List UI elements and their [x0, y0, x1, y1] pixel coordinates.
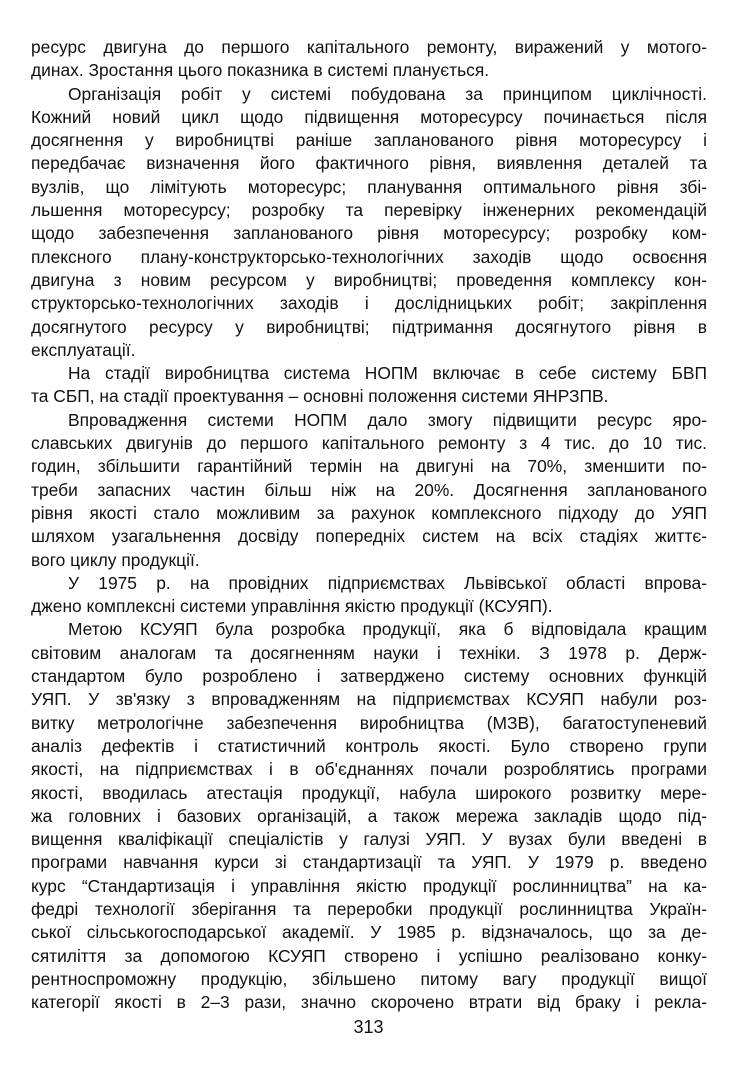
text-line: плексного плану-конструкторсько-технологічних заходів щодо освоєння: [31, 246, 707, 267]
text-line: експлуатації.: [31, 339, 136, 360]
text-line: щодо забезпечення запланованого рівня моторесурсу; розробку ком-: [31, 223, 707, 244]
text-line: вищення кваліфікації спеціалістів у галузі УЯП. У вузах були введені в: [31, 829, 707, 850]
text-line: двигуна з новим ресурсом у виробництві; проведення комплексу кон-: [31, 269, 707, 290]
text-line: Метою КСУЯП була розробка продукції, яка б відповідала кращим: [68, 619, 707, 640]
text-line: ської сільськогосподарської академії. У 1985 р. відзначалось, що за де-: [31, 922, 707, 943]
text-line: світовим аналогам та досягненням науки і техніки. З 1978 р. Держ-: [31, 642, 707, 663]
text-line: треби запасних частин більш ніж на 20%. Досягнення запланованого: [31, 479, 707, 500]
text-line: рівня якості стало можливим за рахунок комплексного підходу до УЯП: [31, 502, 707, 523]
text-line: шляхом узагальнення досвіду попередніх систем на всіх стадіях життє-: [31, 526, 707, 547]
text-line: Організація робіт у системі побудована за принципом циклічності.: [68, 83, 707, 104]
text-line: сятиліття за допомогою КСУЯП створено і успішно реалізовано конку-: [31, 945, 707, 966]
text-line: досягнутого ресурсу у виробництві; підтримання досягнутого рівня в: [31, 316, 707, 337]
text-line: жа головних і базових організацій, а також мережа закладів щодо під-: [31, 805, 707, 826]
text-line: структорсько-технологічних заходів і дослідницьких робіт; закріплення: [31, 293, 707, 314]
text-line: ресурс двигуна до першого капітального ремонту, виражений у мотого-: [31, 37, 707, 57]
text-line: досягнення у виробництві раніше запланованого рівня моторесурсу і: [31, 130, 707, 151]
text-line: якості, вводилась атестація продукції, набула широкого розвитку мере-: [31, 782, 707, 803]
text-line: вого циклу продукції.: [31, 549, 200, 570]
text-line: УЯП. У зв'язку з впровадженням на підприємствах КСУЯП набули роз-: [31, 689, 707, 710]
text-line: курс “Стандартизація і управління якістю продукції рослинництва” на ка-: [31, 875, 707, 896]
text-line: славських двигунів до першого капітального ремонту з 4 тис. до 10 тис.: [31, 433, 707, 454]
text-line: У 1975 р. на провідних підприємствах Львівської області впрова-: [68, 572, 707, 593]
text-line: якості, на підприємствах і в об'єднаннях почали розроблятись програми: [31, 759, 707, 780]
text-line: вузлів, що лімітують моторесурс; планування оптимального рівня збі-: [31, 176, 707, 197]
text-line: джено комплексні системи управління якістю продукції (КСУЯП).: [31, 596, 553, 617]
text-line: На стадії виробництва система НОПМ включає в себе систему БВП: [68, 363, 707, 384]
text-line: та СБП, на стадії проектування – основні положення системи ЯНРЗПВ.: [31, 386, 609, 407]
text-line: витку метрологічне забезпечення виробництва (МЗВ), багатоступеневий: [31, 712, 707, 733]
text-line: рентноспроможну продукцію, збільшено питому вагу продукції вищої: [31, 968, 707, 989]
text-line: динах. Зростання цього показника в системі планується.: [31, 60, 490, 81]
text-line: федрі технології зберігання та переробки продукції рослинництва Україн-: [31, 898, 707, 919]
text-line: категорії якості в 2–3 рази, значно скорочено втрати від браку і рекла-: [31, 992, 707, 1013]
text-line: програми навчання курси зі стандартизації та УЯП. У 1979 р. введено: [31, 852, 707, 873]
text-line: Впровадження системи НОПМ дало змогу підвищити ресурс яро-: [68, 409, 707, 430]
page-number: 313: [353, 1017, 384, 1037]
text-line: стандартом було розроблено і затверджено систему основних функцій: [31, 666, 707, 687]
text-line: годин, збільшити гарантійний термін на двигуні на 70%, зменшити по-: [31, 456, 707, 477]
text-line: льшення моторесурсу; розробку та перевірку інженерних рекомендацій: [31, 200, 707, 221]
text-line: аналіз дефектів і статистичний контроль якості. Було створено групи: [31, 735, 707, 756]
text-line: Кожний новий цикл щодо підвищення моторесурсу починається після: [31, 106, 707, 127]
body-text: [31, 36, 707, 1014]
text-line: передбачає визначення його фактичного рівня, виявлення деталей та: [31, 153, 707, 174]
